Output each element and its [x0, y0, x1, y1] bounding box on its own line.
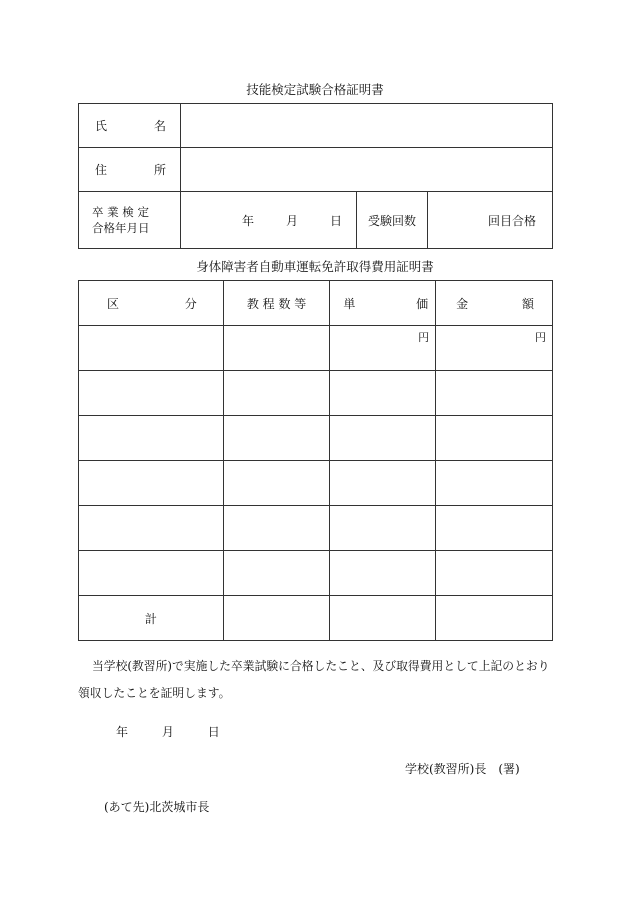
- total-lessons-cell[interactable]: [223, 596, 330, 641]
- total-label: 計: [79, 596, 224, 641]
- category-cell[interactable]: [79, 416, 224, 461]
- total-unit-price-cell[interactable]: [330, 596, 436, 641]
- attempts-label: 受験回数: [357, 192, 428, 249]
- date-year: 年: [241, 213, 254, 228]
- table-row: [79, 371, 553, 416]
- attempts-field[interactable]: [428, 192, 553, 249]
- table-row: [79, 506, 553, 551]
- sign-date-year: 年: [116, 725, 129, 739]
- header-category-1: 区: [107, 296, 120, 311]
- pass-date-label-1: 卒 業 検 定: [92, 205, 149, 219]
- sign-date-day: 日: [207, 725, 220, 739]
- name-label-cell: [79, 104, 181, 148]
- date-month: 月: [285, 213, 298, 228]
- cert-title: 技能検定試験合格証明書: [246, 82, 384, 97]
- signer: 学校(教習所)長 (署): [405, 762, 520, 776]
- unit-price-cell[interactable]: [330, 506, 436, 551]
- pass-date-label-cell: [79, 192, 181, 249]
- cost-table: [78, 280, 553, 641]
- amount-cell[interactable]: [436, 461, 553, 506]
- unit-price-cell[interactable]: [330, 371, 436, 416]
- address-label-cell: [79, 148, 181, 192]
- attempts-suffix: 回目合格: [487, 213, 536, 228]
- header-amount-2: 額: [521, 296, 534, 311]
- header-unit-price: [330, 281, 436, 326]
- header-unit-price-2: 価: [416, 296, 429, 311]
- statement-line-1: 当学校(教習所)で実施した卒業試験に合格したこと、及び取得費用として上記のとおり: [92, 659, 550, 673]
- category-cell[interactable]: [79, 506, 224, 551]
- address-label-2: 所: [153, 163, 166, 177]
- lessons-cell[interactable]: [223, 461, 330, 506]
- statement-line-2: 領収したことを証明します。: [78, 686, 231, 700]
- lessons-cell[interactable]: [223, 416, 330, 461]
- header-lessons: 教 程 数 等: [223, 281, 330, 326]
- amount-cell[interactable]: [436, 371, 553, 416]
- table-row: [79, 551, 553, 596]
- name-label-2: 名: [153, 119, 166, 133]
- table-row: [79, 326, 553, 371]
- cert-table: [78, 103, 553, 249]
- header-category-2: 分: [184, 296, 197, 311]
- header-category: [79, 281, 224, 326]
- lessons-cell[interactable]: [223, 506, 330, 551]
- date-day: 日: [329, 213, 342, 228]
- unit-price-cell[interactable]: [330, 461, 436, 506]
- category-cell[interactable]: [79, 551, 224, 596]
- lessons-cell[interactable]: [223, 326, 330, 371]
- yen-unit: 円: [418, 331, 430, 344]
- lessons-cell[interactable]: [223, 371, 330, 416]
- addressee: (あて先)北茨城市長: [104, 800, 210, 814]
- name-label-1: 氏: [95, 119, 108, 133]
- unit-price-cell[interactable]: [330, 416, 436, 461]
- lessons-cell[interactable]: [223, 551, 330, 596]
- cost-title: 身体障害者自動車運転免許取得費用証明書: [196, 259, 434, 274]
- sign-date-month: 月: [161, 725, 174, 739]
- amount-cell[interactable]: [436, 326, 553, 371]
- header-unit-price-1: 単: [343, 296, 356, 311]
- sign-date: [116, 723, 220, 740]
- unit-price-cell[interactable]: [330, 326, 436, 371]
- amount-cell[interactable]: [436, 506, 553, 551]
- amount-cell[interactable]: [436, 551, 553, 596]
- category-cell[interactable]: [79, 371, 224, 416]
- name-field[interactable]: [181, 104, 553, 148]
- table-row: [79, 416, 553, 461]
- header-amount-1: 金: [456, 296, 469, 311]
- address-label-1: 住: [95, 163, 108, 177]
- address-field[interactable]: [181, 148, 553, 192]
- pass-date-label-2: 合格年月日: [92, 221, 150, 235]
- unit-price-cell[interactable]: [330, 551, 436, 596]
- pass-date-field[interactable]: [181, 192, 357, 249]
- category-cell[interactable]: [79, 461, 224, 506]
- total-amount-cell[interactable]: [436, 596, 553, 641]
- total-row: [79, 596, 553, 641]
- header-amount: [436, 281, 553, 326]
- yen-unit: 円: [535, 331, 546, 344]
- amount-cell[interactable]: [436, 416, 553, 461]
- table-row: [79, 461, 553, 506]
- category-cell[interactable]: [79, 326, 224, 371]
